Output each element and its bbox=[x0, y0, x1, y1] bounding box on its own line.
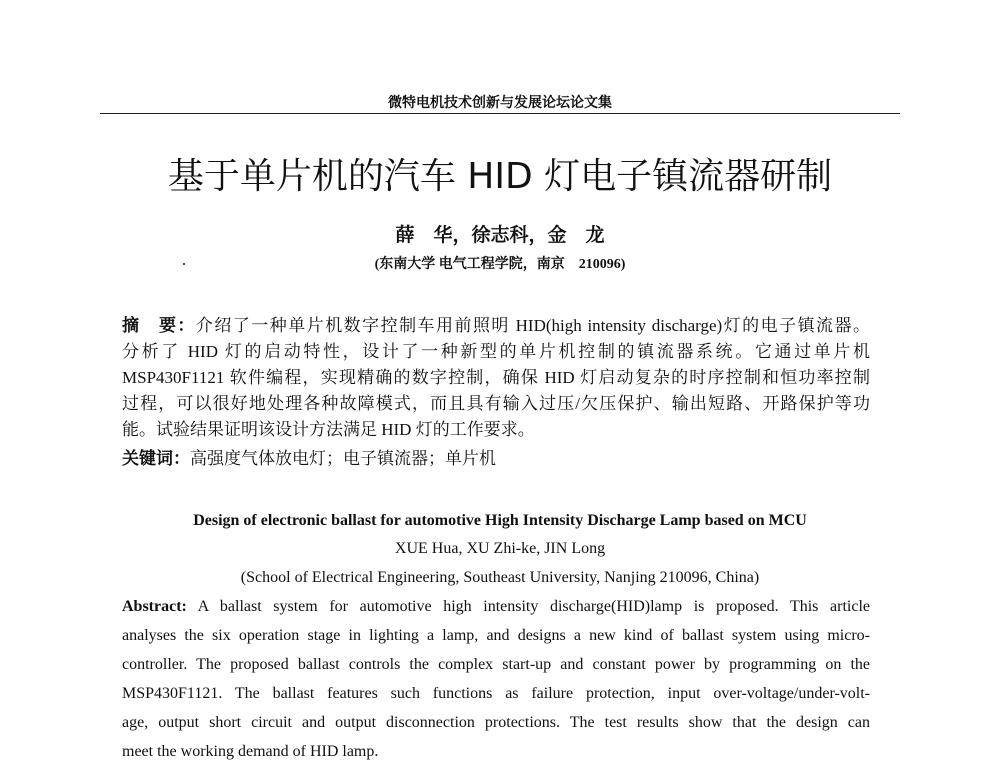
abstract-cn-label: 摘 要： bbox=[122, 316, 196, 335]
abstract-cn-line bbox=[122, 311, 870, 336]
running-header: 微特电机技术创新与发展论坛论文集 bbox=[388, 96, 612, 111]
scan-speck bbox=[183, 263, 185, 265]
english-authors: XUE Hua, XU Zhi-ke, JIN Long bbox=[394, 540, 606, 557]
abstract-en-line: controller. The proposed ballast controls the complex start-up and constant power by programming on the bbox=[122, 656, 870, 673]
keywords-cn-text: 高强度气体放电灯；电子镇流器；单片机 bbox=[190, 449, 496, 468]
abstract-en-line: meet the working demand of HID lamp. bbox=[122, 743, 379, 760]
abstract-en-text: A ballast system for automotive high intensity discharge(HID)lamp is proposed. This article bbox=[197, 598, 870, 615]
abstract-en-label: Abstract: bbox=[122, 598, 187, 615]
abstract-en-line bbox=[122, 598, 870, 616]
affiliation: (东南大学 电气工程学院，南京 210096) bbox=[374, 257, 626, 272]
authors: 薛 华，徐志科，金 龙 bbox=[395, 225, 605, 246]
abstract-cn-line: 分析了 HID 灯的启动特性，设计了一种新型的单片机控制的镇流器系统。它通过单片机 bbox=[122, 342, 870, 361]
abstract-cn-line: 能。试验结果证明该设计方法满足 HID 灯的工作要求。 bbox=[122, 420, 535, 439]
abstract-en-line: analyses the six operation stage in lighting a lamp, and designs a new kind of ballast system using micro- bbox=[122, 627, 870, 644]
paper-title: 基于单片机的汽车 HID 灯电子镇流器研制 bbox=[167, 156, 833, 197]
abstract-en-line: age, output short circuit and output disconnection protections. The test results show that the design can bbox=[122, 714, 870, 731]
english-title: Design of electronic ballast for automotive High Intensity Discharge Lamp based on MCU bbox=[193, 512, 807, 529]
english-affiliation: (School of Electrical Engineering, Southeast University, Nanjing 210096, China) bbox=[240, 569, 760, 586]
abstract-cn-line: 过程，可以很好地处理各种故障模式，而且具有输入过压/欠压保护、输出短路、开路保护等功 bbox=[122, 394, 870, 413]
abstract-cn-line: MSP430F1121 软件编程，实现精确的数字控制，确保 HID 灯启动复杂的时序控制和恒功率控制 bbox=[122, 368, 870, 387]
abstract-cn-text: 介绍了一种单片机数字控制车用前照明 HID(high intensity discharge)灯的电子镇流器。 bbox=[195, 316, 870, 335]
header-rule bbox=[100, 113, 900, 114]
abstract-en-line: MSP430F1121. The ballast features such functions as failure protection, input over-voltage/under-volt- bbox=[122, 685, 870, 702]
keywords-cn bbox=[122, 444, 870, 469]
keywords-cn-label: 关键词： bbox=[122, 449, 190, 468]
